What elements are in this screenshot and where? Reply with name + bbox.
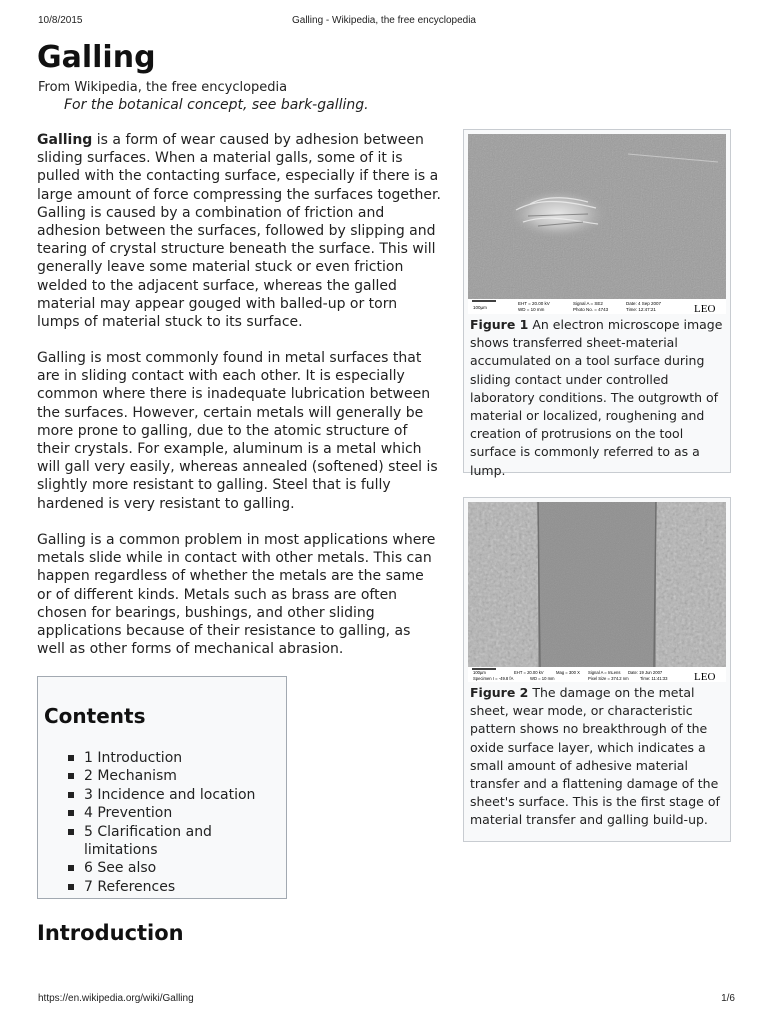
toc-item-introduction[interactable]: 1 Introduction	[68, 749, 286, 767]
paragraph-2: Galling is most commonly found in metal surfaces that are in sliding contact with each other. It is especially common where there is inadequate lubrication between the surfaces. However, certain metals will generally be more prone to galling, due to the atomic structure of their crystals. For example, aluminum is a metal which will gall very easily, whereas annealed (softened) steel is slightly more resistant to galling. Steel that is fully hardened is very resistant to galling.	[37, 350, 438, 512]
paragraph-1	[37, 131, 442, 331]
toc-heading: Contents	[44, 704, 146, 728]
figure-1-caption-text: An electron microscope image shows transferred sheet-material accumulated on a tool surface during sliding contact under controlled laboratory conditions. The outgrowth of material or localized, roughening and creation of protrusions on the tool surface is commonly referred to as a lump.	[470, 317, 723, 478]
fig1-scale: 100µm	[473, 305, 487, 310]
site-subtitle: From Wikipedia, the free encyclopedia	[38, 80, 288, 95]
paragraph-1-text: is a form of wear caused by adhesion between sliding surfaces. When a material galls, some of it is pulled with the contacting surface, especially if there is a large amount of force compressing the surfaces together. Galling is caused by a combination of friction and adhesion between the surfaces, followed by slipping and tearing of crystal structure beneath the surface. This will generally leave some material stuck or even friction welded to the adjacent surface, whereas the galled material may appear gouged with balled-up or torn lumps of material stuck to its surface.	[37, 132, 441, 331]
fig2-wd: WD = 10 mm	[530, 676, 555, 681]
toc-item-references[interactable]: 7 References	[68, 878, 286, 896]
fig1-signal: Signal A = SE2	[573, 301, 603, 306]
print-page-number: 1/6	[721, 993, 735, 1004]
figure-1-label: Figure 1	[470, 317, 529, 332]
hatnote: For the botanical concept, see bark-galling.	[64, 97, 369, 113]
fig2-leo-logo: LEO	[694, 671, 716, 682]
figure-2	[463, 497, 731, 842]
toc-item-clarification[interactable]: 5 Clarification and limitations	[68, 823, 286, 860]
fig1-photo: Photo No. = 4743	[573, 307, 609, 312]
fig2-time: Time: 11:41:33	[640, 676, 668, 681]
toc-item-mechanism[interactable]: 2 Mechanism	[68, 767, 286, 785]
figure-1	[463, 129, 731, 478]
fig2-specimen: Specimen I = -49.8 fA	[473, 676, 514, 681]
figure-2-caption-text: The damage on the metal sheet, wear mode, or characteristic pattern shows no breakthrough of the oxide surface layer, which indicates a small amount of adhesive material transfer and a flattening damage of the sheet's surface. This is the first stage of material transfer and galling build-up.	[470, 685, 720, 828]
fig1-wd: WD = 10 mm	[518, 307, 545, 312]
figure-2-caption	[470, 684, 724, 830]
figure-1-image[interactable]	[468, 134, 726, 314]
bold-term: Galling	[37, 132, 93, 148]
figure-2-label: Figure 2	[470, 685, 529, 700]
toc-item-prevention[interactable]: 4 Prevention	[68, 804, 286, 822]
fig2-scale: 100µm	[473, 670, 486, 675]
toc-list	[68, 749, 286, 896]
figure-2-micrograph	[468, 502, 726, 682]
fig2-pixel: Pixel Size = 374.2 nm	[588, 676, 629, 681]
fig2-mag: Mag = 300 X	[556, 670, 580, 675]
toc-item-see-also[interactable]: 6 See also	[68, 859, 286, 877]
fig2-eht: EHT = 20.00 kV	[514, 670, 544, 675]
print-page-title: Galling - Wikipedia, the free encyclopedia	[292, 15, 476, 26]
paragraph-3: Galling is a common problem in most applications where metals slide while in contact with other metals. This can happen regardless of whether the metals are the same or of different kinds. Metals such as brass are often chosen for bearings, bushings, and other sliding applications because of their resistance to galling, as well as other forms of mechanical abrasion.	[37, 532, 436, 658]
fig2-date: Date: 19 Jun 2007	[628, 670, 663, 675]
page-title: Galling	[37, 40, 156, 75]
print-date: 10/8/2015	[38, 15, 83, 26]
fig1-eht: EHT = 20.00 kV	[518, 301, 550, 306]
figure-1-micrograph	[468, 134, 726, 314]
fig2-signal: Signal A = InLens	[588, 670, 621, 675]
fig1-date: Date: 4 Sep 2007	[626, 301, 662, 306]
section-heading-introduction: Introduction	[37, 921, 184, 945]
print-url: https://en.wikipedia.org/wiki/Galling	[38, 993, 194, 1004]
fig1-time: Time: 12:47:21	[626, 307, 656, 312]
toc-item-incidence[interactable]: 3 Incidence and location	[68, 786, 286, 804]
figure-1-caption	[470, 316, 724, 480]
table-of-contents	[37, 676, 287, 899]
figure-2-image[interactable]	[468, 502, 726, 682]
fig1-leo-logo: LEO	[694, 303, 716, 314]
